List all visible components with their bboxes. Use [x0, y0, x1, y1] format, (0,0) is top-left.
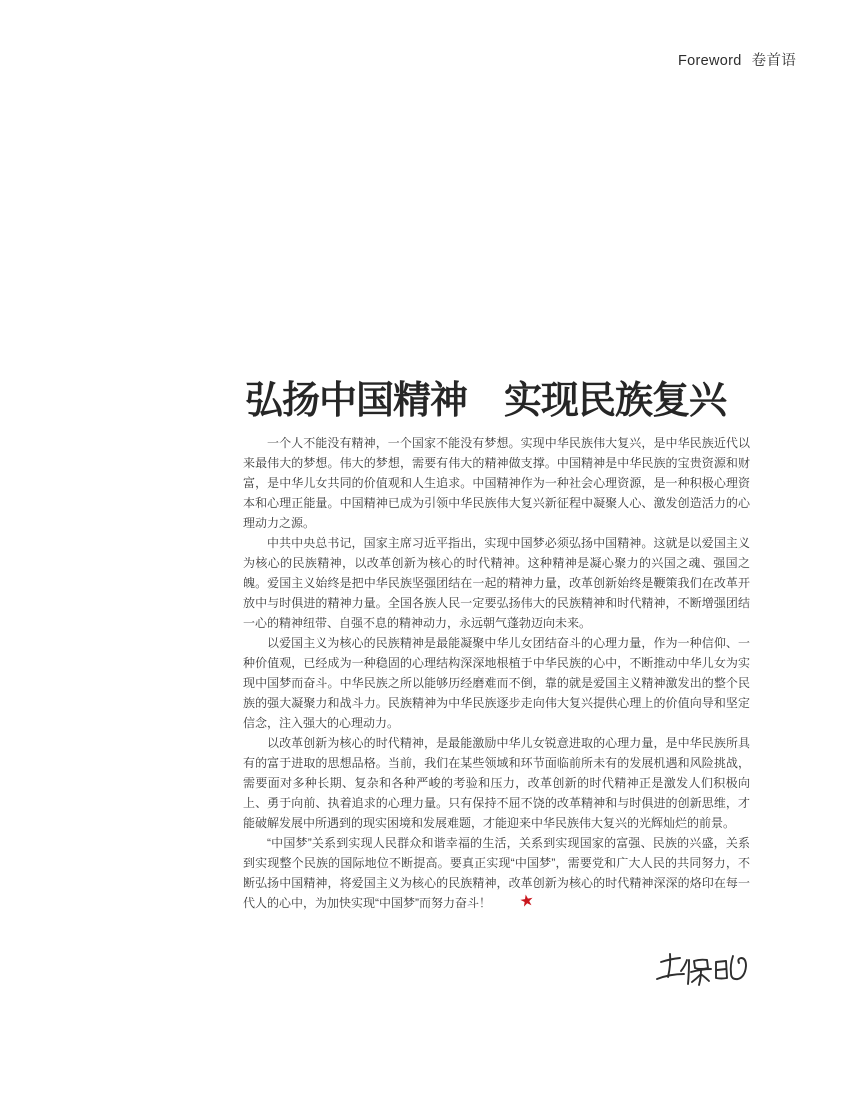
- red-star-icon: ★: [518, 891, 536, 912]
- article-body: [243, 433, 750, 913]
- running-head-english: Foreword: [678, 53, 742, 69]
- article-paragraph: [243, 833, 750, 913]
- article-paragraph: 一个人不能没有精神，一个国家不能没有梦想。实现中华民族伟大复兴，是中华民族近代以来最伟大的梦想。伟大的梦想，需要有伟大的精神做支撑。中国精神是中华民族的宝贵资源和财富，是中华儿女共同的价值观和人生追求。中国精神作为一种社会心理资源，是一种积极心理资本和心理正能量。中国精神已成为引领中华民族伟大复兴新征程中凝聚人心、激发创造活力的心理动力之源。: [243, 436, 750, 530]
- paragraph-text: “中国梦”关系到实现人民群众和谐幸福的生活，关系到实现国家的富强、民族的兴盛，关系到实现整个民族的国际地位不断提高。要真正实现“中国梦”，需要党和广大人民的共同努力，不断弘扬中国精神，将爱国主义为核心的民族精神，改革创新为核心的时代精神深深的烙印在每一代人的心中，为加快实现“中国梦”而努力奋斗！: [243, 836, 750, 910]
- article-paragraph: 中共中央总书记，国家主席习近平指出，实现中国梦必须弘扬中国精神。这就是以爱国主义为核心的民族精神，以改革创新为核心的时代精神。这种精神是凝心聚力的兴国之魂、强国之魄。爱国主义始终是把中华民族坚强团结在一起的精神力量，改革创新始终是鞭策我们在改革开放中与时俱进的精神力量。全国各族人民一定要弘扬伟大的民族精神和时代精神，不断增强团结一心的精神纽带、自强不息的精神动力，永远朝气蓬勃迈向未来。: [243, 536, 750, 630]
- running-head-chinese: 卷首语: [751, 53, 797, 69]
- article-paragraph: 以改革创新为核心的时代精神，是最能激励中华儿女锐意进取的心理力量，是中华民族所具有的富于进取的思想品格。当前，我们在某些领域和环节面临前所未有的发展机遇和风险挑战，需要面对多种长期、复杂和各种严峻的考验和压力，改革创新的时代精神正是激发人们积极向上、勇于向前、执着追求的心理力量。只有保持不屈不饶的改革精神和与时俱进的创新思维，才能破解发展中所遇到的现实困境和发展难题，才能迎来中华民族伟大复兴的光辉灿烂的前景。: [243, 736, 750, 830]
- running-head: [678, 49, 796, 70]
- signature: [650, 948, 750, 1000]
- article-title: 弘扬中国精神 实现民族复兴: [245, 380, 727, 423]
- article-paragraph: 以爱国主义为核心的民族精神是最能凝聚中华儿女团结奋斗的心理力量，作为一种信仰、一种价值观，已经成为一种稳固的心理结构深深地根植于中华民族的心中，不断推动中华儿女为实现中国梦而奋斗。中华民族之所以能够历经磨难而不倒，靠的就是爱国主义精神激发出的整个民族的强大凝聚力和战斗力。民族精神为中华民族逐步走向伟大复兴提供心理上的价值向导和坚定信念，注入强大的心理动力。: [243, 636, 750, 730]
